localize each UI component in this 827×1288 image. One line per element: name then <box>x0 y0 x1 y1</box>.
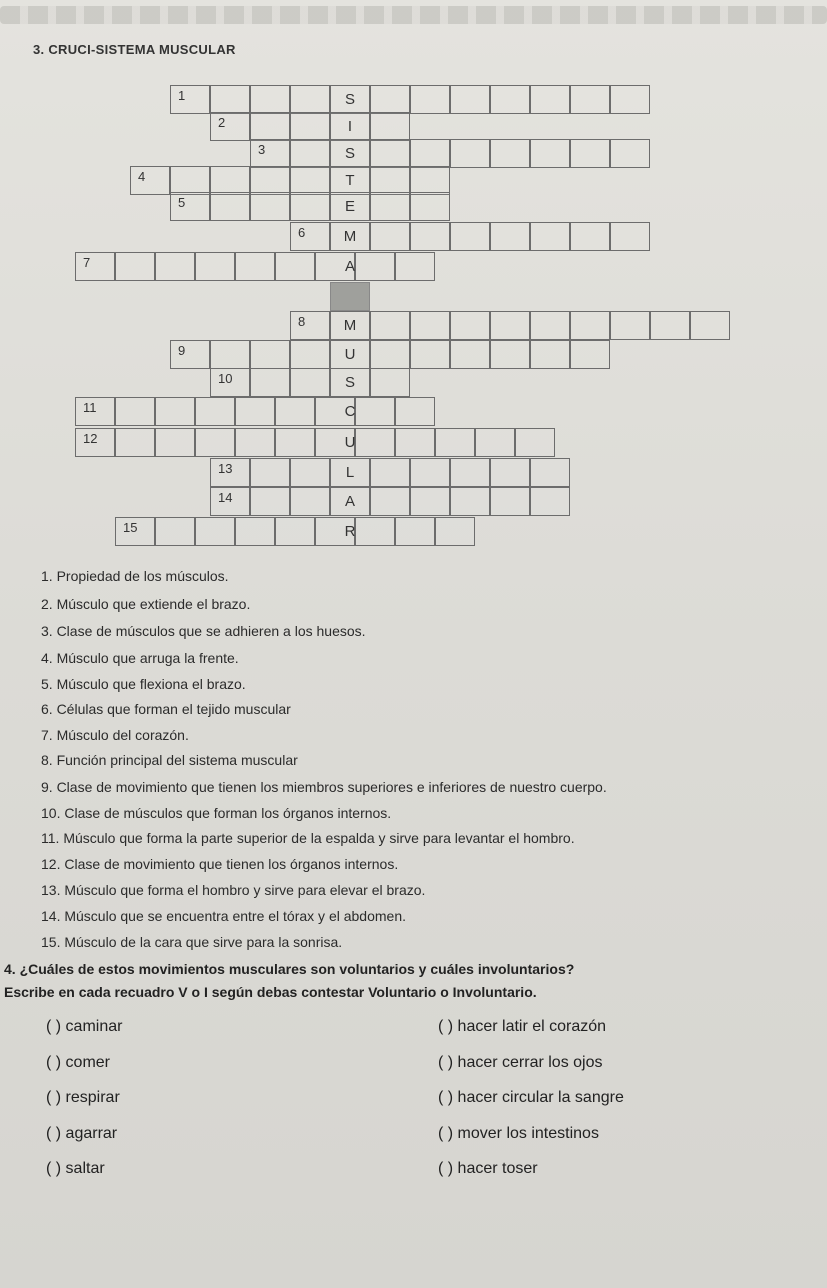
crossword-cell[interactable] <box>370 487 410 516</box>
crossword-cell[interactable] <box>410 222 450 251</box>
crossword-cell[interactable] <box>450 85 490 114</box>
crossword-cell[interactable] <box>475 428 515 457</box>
crossword-cell[interactable] <box>210 192 250 221</box>
crossword-cell[interactable] <box>275 397 315 426</box>
crossword-cell[interactable] <box>290 85 330 114</box>
crossword-cell[interactable] <box>250 112 290 141</box>
clue-number: 11 <box>83 400 97 415</box>
crossword-cell[interactable] <box>130 166 170 195</box>
crossword-cell[interactable] <box>490 458 530 487</box>
crossword-cell[interactable] <box>250 340 290 369</box>
key-letter: L <box>345 464 355 481</box>
crossword-cell[interactable] <box>515 428 555 457</box>
clue-number: 13 <box>218 461 233 476</box>
crossword-cell[interactable] <box>395 428 435 457</box>
crossword-cell[interactable] <box>290 487 330 516</box>
clue-number: 12 <box>83 431 98 446</box>
crossword-cell[interactable] <box>115 397 155 426</box>
crossword-cell[interactable] <box>195 428 235 457</box>
crossword-cell[interactable] <box>370 112 410 141</box>
crossword-cell[interactable] <box>490 222 530 251</box>
key-letter: E <box>344 198 355 215</box>
crossword-cell[interactable] <box>170 85 210 114</box>
clue-item: 9. Clase de movimiento que tienen los miembros superiores e inferiores de nuestro cuerpo. <box>41 779 607 795</box>
key-letter: I <box>347 118 353 135</box>
crossword-cell[interactable] <box>490 139 530 168</box>
crossword-cell[interactable] <box>250 85 290 114</box>
crossword-cell[interactable] <box>395 517 435 546</box>
clue-number: 3 <box>258 142 266 157</box>
crossword-cell[interactable] <box>570 85 610 114</box>
key-letter: S <box>344 145 355 162</box>
crossword-cell[interactable] <box>210 85 250 114</box>
key-letter: U <box>344 346 356 363</box>
clue-item: 6. Células que forman el tejido muscular <box>41 701 291 717</box>
activity-item[interactable]: ( ) saltar <box>46 1160 105 1177</box>
key-letter: S <box>344 91 355 108</box>
crossword-cell[interactable] <box>530 311 570 340</box>
crossword-cell[interactable] <box>235 252 275 281</box>
key-letter: U <box>344 434 356 451</box>
crossword-cell[interactable] <box>275 517 315 546</box>
page-title: 3. CRUCI-SISTEMA MUSCULAR <box>33 42 236 57</box>
clue-number: 15 <box>123 520 138 535</box>
crossword-cell[interactable] <box>250 139 290 168</box>
crossword-cell[interactable] <box>155 428 195 457</box>
clue-item: 5. Músculo que flexiona el brazo. <box>41 676 246 692</box>
clue-item: 14. Músculo que se encuentra entre el tórax y el abdomen. <box>41 908 406 924</box>
crossword-cell[interactable] <box>410 192 450 221</box>
clue-item: 10. Clase de músculos que forman los órganos internos. <box>41 805 392 821</box>
crossword-cell[interactable] <box>530 458 570 487</box>
crossword-cell[interactable] <box>290 458 330 487</box>
activity-item[interactable]: ( ) agarrar <box>46 1125 118 1142</box>
crossword-cell[interactable] <box>530 85 570 114</box>
crossword-cell[interactable] <box>370 340 410 369</box>
crossword-cell[interactable] <box>650 311 690 340</box>
crossword-cell[interactable] <box>290 166 330 195</box>
crossword-cell[interactable] <box>610 311 650 340</box>
crossword-cell[interactable] <box>610 222 650 251</box>
clue-number: 5 <box>178 195 186 210</box>
clue-number: 7 <box>83 255 91 270</box>
crossword-cell[interactable] <box>370 458 410 487</box>
crossword-cell[interactable] <box>690 311 730 340</box>
clue-number: 14 <box>218 490 233 505</box>
clue-item: 7. Músculo del corazón. <box>41 727 189 743</box>
crossword-cell[interactable] <box>530 222 570 251</box>
key-letter: R <box>344 523 356 540</box>
clue-item: 3. Clase de músculos que se adhieren a los huesos. <box>41 623 366 639</box>
clue-number: 2 <box>218 115 226 130</box>
crossword-cell[interactable] <box>290 340 330 369</box>
crossword-cell[interactable] <box>450 222 490 251</box>
crossword-cell[interactable] <box>290 368 330 397</box>
crossword-cell[interactable] <box>395 397 435 426</box>
clue-number: 8 <box>298 314 306 329</box>
crossword-cell[interactable] <box>170 340 210 369</box>
crossword-cell[interactable] <box>250 166 290 195</box>
clue-item: 12. Clase de movimiento que tienen los órganos internos. <box>41 856 399 872</box>
clue-number: 10 <box>218 371 233 386</box>
crossword-cell[interactable] <box>410 487 450 516</box>
clue-number: 9 <box>178 343 186 358</box>
activity-item[interactable]: ( ) respirar <box>46 1089 120 1106</box>
crossword-cell[interactable] <box>490 311 530 340</box>
crossword-cell[interactable] <box>530 487 570 516</box>
activity-item[interactable]: ( ) mover los intestinos <box>438 1125 599 1142</box>
crossword-cell[interactable] <box>275 252 315 281</box>
crossword-cell[interactable] <box>570 139 610 168</box>
crossword-cell[interactable] <box>410 340 450 369</box>
crossword-cell[interactable] <box>370 192 410 221</box>
crossword-cell[interactable] <box>250 192 290 221</box>
crossword-grid <box>0 0 827 560</box>
activity-item[interactable]: ( ) caminar <box>46 1018 123 1035</box>
crossword-cell[interactable] <box>250 458 290 487</box>
crossword-cell[interactable] <box>115 428 155 457</box>
crossword-cell[interactable] <box>250 368 290 397</box>
crossword-cell[interactable] <box>75 252 115 281</box>
crossword-cell[interactable] <box>115 252 155 281</box>
crossword-cell[interactable] <box>450 458 490 487</box>
crossword-cell[interactable] <box>410 166 450 195</box>
key-letter: A <box>344 493 355 510</box>
question4-heading: 4. ¿Cuáles de estos movimientos musculares son voluntarios y cuáles involuntarios? <box>4 961 575 977</box>
activity-item[interactable]: ( ) hacer circular la sangre <box>438 1089 624 1106</box>
crossword-cell[interactable] <box>610 85 650 114</box>
crossword-cell[interactable] <box>290 192 330 221</box>
key-letter: T <box>345 172 355 189</box>
crossword-cell[interactable] <box>155 397 195 426</box>
crossword-cell[interactable] <box>195 517 235 546</box>
clue-item: 15. Músculo de la cara que sirve para la sonrisa. <box>41 934 343 950</box>
clue-number: 6 <box>298 225 306 240</box>
clue-item: 4. Músculo que arruga la frente. <box>41 650 239 666</box>
crossword-cell[interactable] <box>170 166 210 195</box>
key-letter: M <box>343 228 357 245</box>
crossword-cell[interactable] <box>570 311 610 340</box>
crossword-cell[interactable] <box>290 222 330 251</box>
key-letter: M <box>343 317 357 334</box>
crossword-cell[interactable] <box>195 397 235 426</box>
crossword-cell[interactable] <box>235 428 275 457</box>
crossword-cell[interactable] <box>450 311 490 340</box>
crossword-cell[interactable] <box>275 428 315 457</box>
activity-item[interactable]: ( ) hacer cerrar los ojos <box>438 1054 603 1071</box>
clue-number: 4 <box>138 169 146 184</box>
crossword-cell[interactable] <box>410 85 450 114</box>
key-letter: A <box>344 258 355 275</box>
crossword-cell[interactable] <box>370 85 410 114</box>
crossword-cell[interactable] <box>410 311 450 340</box>
crossword-cell[interactable] <box>370 222 410 251</box>
crossword-cell[interactable] <box>435 517 475 546</box>
crossword-cell[interactable] <box>250 487 290 516</box>
crossword-cell[interactable] <box>210 166 250 195</box>
crossword-cell[interactable] <box>490 85 530 114</box>
crossword-cell[interactable] <box>370 368 410 397</box>
crossword-cell[interactable] <box>570 340 610 369</box>
crossword-cell[interactable] <box>290 139 330 168</box>
crossword-cell[interactable] <box>210 340 250 369</box>
crossword-cell[interactable] <box>570 222 610 251</box>
activity-item[interactable]: ( ) comer <box>46 1054 110 1071</box>
crossword-cell[interactable] <box>235 517 275 546</box>
clue-item: 13. Músculo que forma el hombro y sirve para elevar el brazo. <box>41 882 426 898</box>
clue-item: 8. Función principal del sistema muscular <box>41 752 298 768</box>
key-letter: S <box>344 374 355 391</box>
crossword-cell[interactable] <box>435 428 475 457</box>
crossword-cell[interactable] <box>290 112 330 141</box>
crossword-cell[interactable] <box>410 458 450 487</box>
crossword-cell[interactable] <box>450 340 490 369</box>
crossword-cell[interactable] <box>450 139 490 168</box>
crossword-cell[interactable] <box>530 340 570 369</box>
clue-item: 11. Músculo que forma la parte superior de la espalda y sirve para levantar el hombro. <box>41 830 575 846</box>
crossword-cell[interactable] <box>370 311 410 340</box>
crossword-cell[interactable] <box>155 252 195 281</box>
activity-item[interactable]: ( ) hacer toser <box>438 1160 538 1177</box>
crossword-cell[interactable] <box>610 139 650 168</box>
crossword-cell[interactable] <box>450 487 490 516</box>
crossword-cell[interactable] <box>410 139 450 168</box>
crossword-cell[interactable] <box>370 139 410 168</box>
activity-item[interactable]: ( ) hacer latir el corazón <box>438 1018 607 1035</box>
crossword-cell[interactable] <box>530 139 570 168</box>
crossword-cell[interactable] <box>490 340 530 369</box>
crossword-cell[interactable] <box>370 166 410 195</box>
clue-number: 1 <box>178 88 186 103</box>
question4-instruction: Escribe en cada recuadro V o I según debas contestar Voluntario o Involuntario. <box>4 984 537 1000</box>
crossword-cell[interactable] <box>290 311 330 340</box>
crossword-cell[interactable] <box>395 252 435 281</box>
crossword-cell[interactable] <box>170 192 210 221</box>
shaded-cell <box>330 282 370 311</box>
crossword-cell[interactable] <box>235 397 275 426</box>
crossword-cell[interactable] <box>155 517 195 546</box>
clue-item: 2. Músculo que extiende el brazo. <box>41 596 251 612</box>
crossword-cell[interactable] <box>195 252 235 281</box>
key-letter: C <box>344 403 356 420</box>
crossword-cell[interactable] <box>490 487 530 516</box>
clue-item: 1. Propiedad de los músculos. <box>41 568 229 584</box>
crossword-cell[interactable] <box>210 112 250 141</box>
